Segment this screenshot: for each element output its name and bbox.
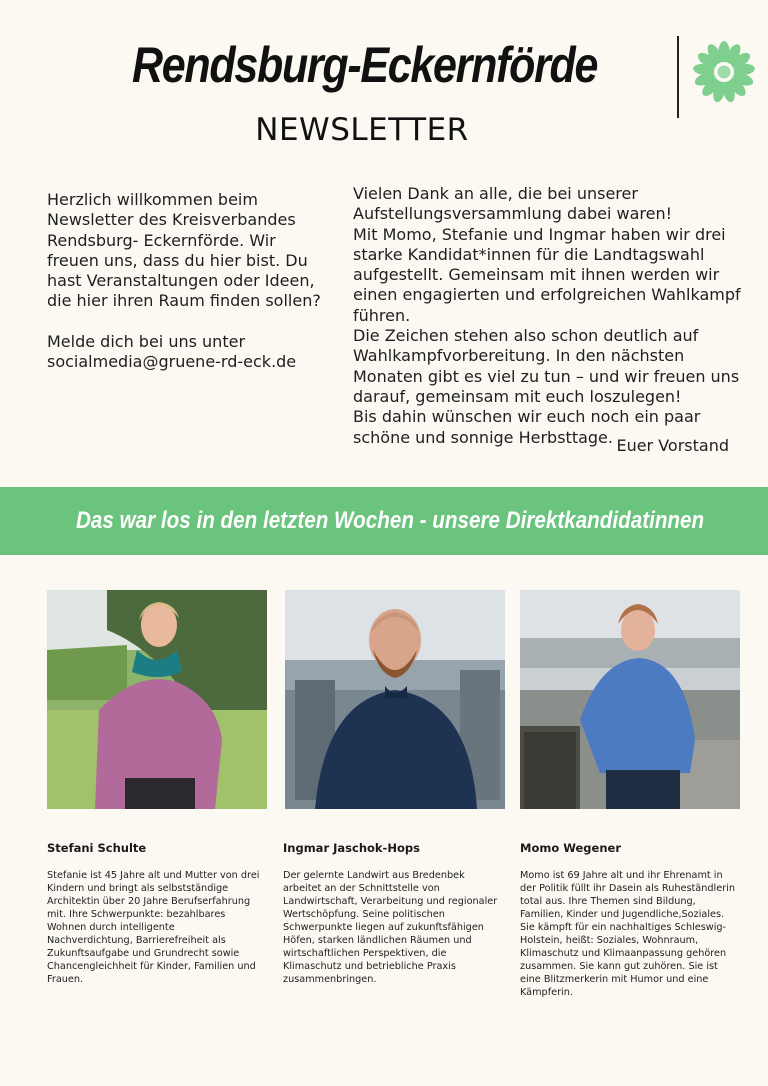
thanks-message: Vielen Dank an alle, die bei unserer Aufstellungsversammlung dabei waren! Mit Momo, Stefanie und Ingmar haben wir drei starke Kandidat*innen für die Landtagswahl aufgestellt. Gemeinsam mit ihnen werden wir einen engagierten und erfolgreichen Wahlkampf führen. Die Zeichen stehen also schon deutlich auf Wahlkampfvorbereitung. In den nächsten Monaten gibt es viel zu tun – und wir freuen uns darauf, gemeinsam mit euch loszulegen! Bis dahin wünschen wir euch noch ein paar schöne und sonnige Herbsttage. [353,184,741,447]
intro-text [47,190,322,392]
candidate-name: Stefani Schulte [47,841,147,855]
candidate-photo-ingmar [285,590,505,809]
signature: Euer Vorstand [616,436,729,455]
candidate-photo-momo [520,590,740,809]
welcome-paragraph: Herzlich willkommen beim Newsletter des Kreisverbandes Rendsburg- Eckernförde. Wir freuen uns, dass du hier bist. Du hast Veranstaltungen oder Ideen, die hier ihren Raum finden sollen? [47,190,321,311]
candidate-bio: Der gelernte Landwirt aus Bredenbek arbeitet an der Schnittstelle von Landwirtschaft, Verarbeitung und regionaler Wertschöpfung. Seine politischen Schwerpunkte liegen auf zukunftsfähigen Höfen, starken ländlichen Räumen und wirtschaftlichen Perspektiven, die Klimaschutz und betriebliche Praxis zusammenbringen. [283,870,498,985]
candidate-photo-stefani [47,590,267,809]
newsletter-title: Rendsburg-Eckernförde [132,37,598,93]
sunflower-logo-icon [692,40,756,104]
candidate-bio: Momo ist 69 Jahre alt und ihr Ehrenamt in der Politik füllt ihr Dasein als Ruheständlerin total aus. Ihre Themen sind Bildung, Familien, Kinder und Jugendliche,Soziales. Sie kämpft für ein nachhaltiges Schleswig-Holstein, heißt: Soziales, Wohnraum, Klimaschutz und Klimaanpassung gehören zusammen. Sie kann gut zuhören. Sie ist eine Blitzmerkerin mit Humor und eine Kämpferin. [520,870,736,998]
candidate-name: Ingmar Jaschok-Hops [283,841,420,855]
header-divider [677,36,679,118]
banner-heading: Das war los in den letzten Wochen - unsere Direktkandidatinnen [76,507,705,534]
newsletter-subtitle: NEWSLETTER [255,112,469,148]
candidate-bio: Stefanie ist 45 Jahre alt und Mutter von drei Kindern und bringt als selbstständige Architektin über 20 Jahre Berufserfahrung mit. Ihre Schwerpunkte: bezahlbares Wohnen durch intelligente Nachverdichtung, Barrierefreiheit als Zukunftsaufgabe und Grundrecht sowie Chancengleichheit für Kinder, Familien und Frauen. [47,870,260,985]
contact-paragraph: Melde dich bei uns unter socialmedia@gruene-rd-eck.de [47,331,297,372]
candidate-name: Momo Wegener [520,841,621,855]
